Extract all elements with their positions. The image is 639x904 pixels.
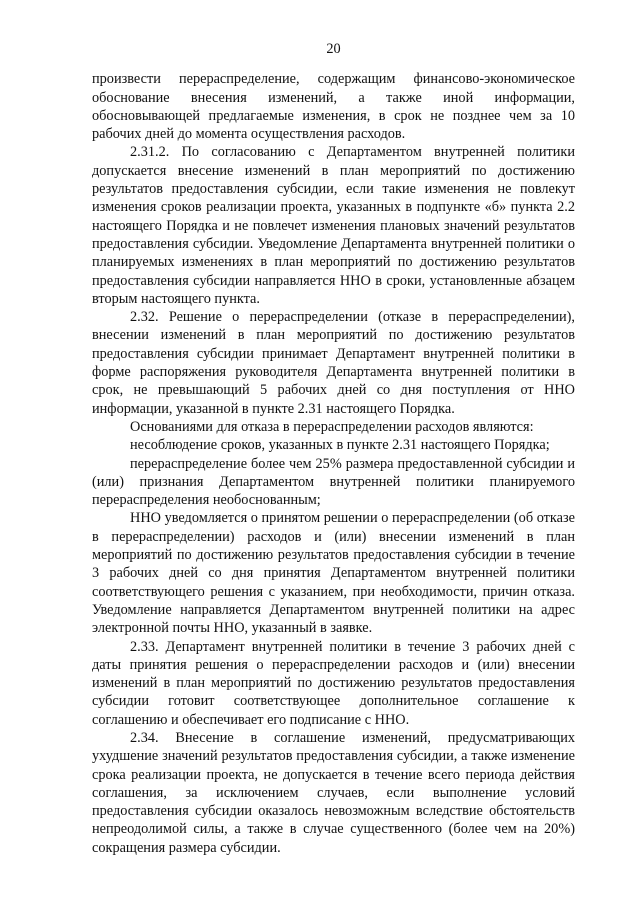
paragraph-1: произвести перераспределение, содержащим финансово-экономическое обоснование внесения изменений, а также иной информации, обосновывающей предлагаемые изменения, в срок не позднее чем за 10 рабочих дней до момента осуществления расходов. bbox=[92, 71, 575, 143]
paragraph-9: 2.34. Внесение в соглашение изменений, предусматривающих ухудшение значений результатов предоставления субсидии, а также изменение срока реализации проекта, не допускается в течение всего периода действия соглашения, за исключением случаев, если выполнение условий предоставления субсидии оказалось невозможным вследствие обстоятельств непреодолимой силы, а также в случае существенного (более чем на 20%) сокращения размера субсидии. bbox=[92, 729, 575, 856]
page-number: 20 bbox=[326, 41, 341, 57]
paragraph-5: несоблюдение сроков, указанных в пункте 2.31 настоящего Порядка; bbox=[130, 437, 550, 454]
paragraph-2: 2.31.2. По согласованию с Департаментом внутренней политики допускается внесение изменений в план мероприятий по достижению результатов предоставления субсидии, если такие изменения не повлекут изменения сроков реализации проекта, указанных в подпункте «б» пункта 2.2 настоящего Порядка и не повлечет изменения плановых значений результатов предоставления субсидии. Уведомление Департамента внутренней политики о планируемых изменениях в план мероприятий по достижению результатов предоставления субсидии направляется НHO в сроки, установленные абзацем вторым настоящего пункта. bbox=[92, 144, 575, 307]
paragraph-3: 2.32. Решение о перераспределении (отказе в перераспределении), внесении изменений в план мероприятий по достижению результатов предоставления субсидии принимает Департамент внутренней политики в форме распоряжения руководителя Департамента внутренней политики в срок, не превышающий 5 рабочих дней со дня поступления от НHO информации, указанной в пункте 2.31 настоящего Порядка. bbox=[92, 309, 575, 417]
document-page bbox=[92, 40, 575, 857]
paragraph-6: перераспределение более чем 25% размера предоставленной субсидии и (или) признания Департаментом внутренней политики планируемого перераспределения необоснованным; bbox=[92, 455, 575, 509]
paragraph-4: Основаниями для отказа в перераспределении расходов являются: bbox=[130, 418, 534, 435]
paragraph-7: НHO уведомляется о принятом решении о перераспределении (об отказе в перераспределении) расходов и (или) внесении изменений в план мероприятий по достижению результатов предоставления субсидии в течение 3 рабочих дней со дня принятия Департаментом внутренней политики соответствующего решения с указанием, при необходимости, причин отказа. Уведомление направляется Департаментом внутренней политики на адрес электронной почты НHO, указанный в заявке. bbox=[92, 510, 575, 637]
paragraph-8: 2.33. Департамент внутренней политики в течение 3 рабочих дней с даты принятия решения о перераспределении расходов и (или) внесении изменений в план мероприятий по достижению результатов предоставления субсидии готовит соответствующее дополнительное соглашение к соглашению и обеспечивает его подписание с НHO. bbox=[92, 638, 575, 728]
